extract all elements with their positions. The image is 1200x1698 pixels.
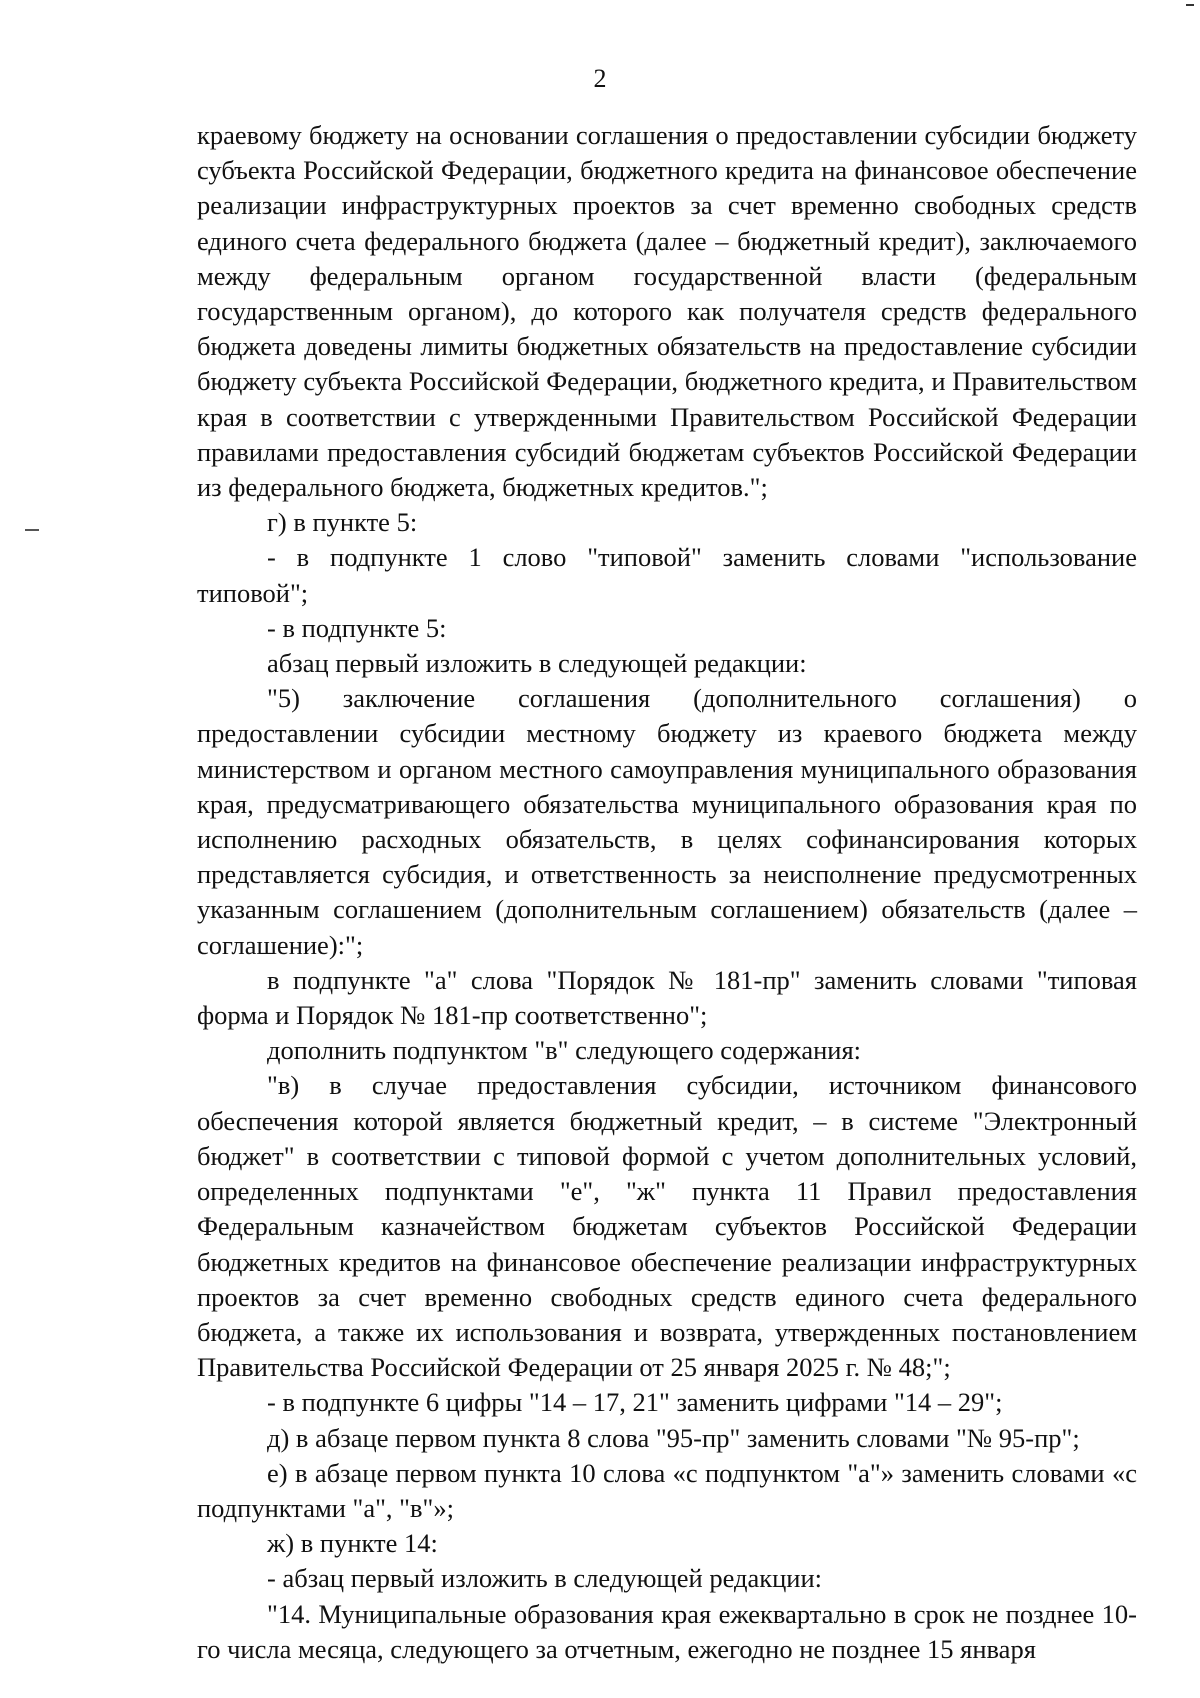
paragraph-add-subitem-v: дополнить подпунктом "в" следующего содержания: [267,1035,862,1066]
paragraph-subitem-5: - в подпункте 5: [267,612,447,643]
scan-margin-mark [25,529,39,531]
page-number: 2 [593,64,607,93]
paragraph-subitem-6: - в подпункте 6 цифры "14 – 17, 21" заменить цифрами "14 – 29"; [267,1387,1003,1418]
paragraph-subitem-a: в подпункте "а" слова "Порядок № 181-пр" заменить словами "типовая форма и Порядок № 181-пр соответственно"; [197,964,1137,1031]
paragraph-item-g: г) в пункте 5: [267,507,418,538]
paragraph-subitem-1: - в подпункте 1 слово "типовой" заменить словами "использование типовой"; [197,542,1137,608]
paragraph-item-zh: ж) в пункте 14: [267,1528,438,1559]
paragraph-item-e: е) в абзаце первом пункта 10 слова «с подпунктом "а"» заменить словами «с подпунктами "а", "в"»; [197,1457,1137,1523]
scan-corner-mark [1186,4,1194,6]
paragraph-continuation: краевому бюджету на основании соглашения о предоставлении субсидии бюджету субъекта Российской Федерации, бюджетного кредита на финансовое обеспечение реализации инфраструктурных проектов за счет временно свободных средств единого счета федерального бюджета (далее – бюджетный кредит), заключаемого между федеральным органом государственной власти (федеральным государственным органом), до которого как получателя средств федерального бюджета доведены лимиты бюджетных обязательств на предоставление субсидии бюджету субъекта Российской Федерации, бюджетного кредита, и Правительством края в соответствии с утвержденными Правительством Российской Федерации правилами предоставления субсидий бюджетам субъектов Российской Федерации из федерального бюджета, бюджетных кредитов."; [197,120,1137,503]
paragraph-first-abzac-14: - абзац первый изложить в следующей редакции: [267,1563,823,1594]
paragraph-quote-v: "в) в случае предоставления субсидии, источником финансового обеспечения которой является бюджетный кредит, – в системе "Электронный бюджет" в соответствии с типовой формой с учетом дополнительных условий, определенных подпунктами "е", "ж" пункта 11 Правил предоставления Федеральным казначейством бюджетам субъектов Российской Федерации бюджетных кредитов на финансовое обеспечение реализации инфраструктурных проектов за счет временно свободных средств единого счета федерального бюджета, а также их использования и возврата, утвержденных постановлением Правительства Российской Федерации от 25 января 2025 г. № 48;"; [197,1070,1137,1383]
paragraph-quote-5: "5) заключение соглашения (дополнительного соглашения) о предоставлении субсидии местному бюджету из краевого бюджета между министерством и органом местного самоуправления муниципального образования края, предусматривающего обязательства муниципального образования края по исполнению расходных обязательств, в целях софинансирования которых представляется субсидия, и ответственность за неисполнение предусмотренных указанным соглашением (дополнительным соглашением) обязательств (далее – соглашение):"; [197,683,1137,960]
paragraph-first-abzac: абзац первый изложить в следующей редакции: [267,648,807,679]
document-body [197,118,1137,1667]
paragraph-item-d: д) в абзаце первом пункта 8 слова "95-пр" заменить словами "№ 95-пр"; [267,1422,1080,1453]
paragraph-quote-14: "14. Муниципальные образования края ежеквартально в срок не позднее 10-го числа месяца, следующего за отчетным, ежегодно не позднее 15 января [197,1598,1137,1664]
